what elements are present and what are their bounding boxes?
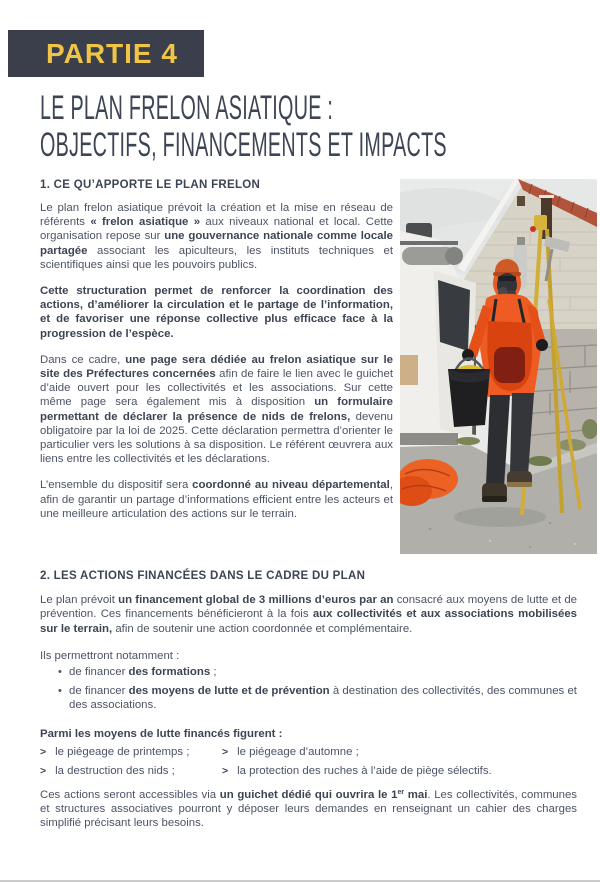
arrow-icon: > [40,745,47,758]
part-badge [8,30,204,77]
document-page [0,30,600,886]
page-title-line-2: OBJECTIFS, FINANCEMENTS ET IMPACTS [40,126,447,164]
page-edge-divider [0,880,600,882]
section-1-row [40,179,600,554]
arrow-icon: > [222,745,229,758]
list-item: > le piégeage de printemps ; [40,745,190,758]
list-item: > la protection des ruches à l’aide de piège sélectifs. [222,765,492,778]
list-item: > le piégeage d’automne ; [222,745,359,758]
attic-vent [517,196,525,206]
cardboard-box [400,355,418,385]
list-item: • de financer des moyens de lutte et de prévention à destination des collectivités, des communes et des associations. [58,685,577,712]
section-1-paragraph-4: L’ensemble du dispositif sera coordonné au niveau départemental, afin de garantir un partage d’informations efficient entre les acteurs et une meilleure articulation des actions sur le terrain. [40,479,393,520]
arrow-icon: > [40,765,47,778]
section-1-paragraph-2: Cette structuration permet de renforcer la coordination des actions, d’améliorer la circulation et le partage de l’information, et de favoriser une réponse collective plus efficace face à la progression de l’espèce. [40,285,393,340]
bullet-icon: • [58,665,62,678]
section-1-paragraph-1: Le plan frelon asiatique prévoit la création et la mise en réseau de référents « frelon asiatique » aux niveaux national et local. Cette organisation repose sur une gouvernance nationale comme locale partagée associant les apiculteurs, les instituts techniques et scientifiques ainsi que les pouvoirs publics. [40,202,393,271]
section-2-heading: 2. LES ACTIONS FINANCÉES DANS LE CADRE DU PLAN [40,570,366,582]
section-2 [40,570,577,831]
bullet-icon: • [58,685,62,698]
means-list [40,745,577,779]
glove [536,339,548,351]
photo-hornet-control-technician [400,179,597,554]
section-1-text-column [40,179,393,533]
weeds [456,437,480,445]
shadow [454,507,546,527]
arrow-icon: > [222,765,229,778]
section-1-heading: 1. CE QU’APPORTE LE PLAN FRELON [40,179,261,191]
page-title-line-1: LE PLAN FRELON ASIATIQUE : [40,89,334,127]
door-window [438,280,470,351]
means-list-intro: Parmi les moyens de lutte financés figurent : [40,727,283,740]
part-badge-label: PARTIE 4 [46,38,178,69]
section-1-paragraph-3: Dans ce cadre, une page sera dédiée au frelon asiatique sur le site des Préfectures concernées afin de faire le lien avec le guichet d’aide ouvert pour les collectivités et les associations. Sur cette même page sera également mis à disposition un formulaire permettant de déclarer la présence de nids de frelons, devenu obligatoire par la loi de 2025. Cette déclaration permettra d’orienter le particulier vers les solutions à sa disposition. Le référent œuvrera aux liens entre les collectivités et les déclarations. [40,353,394,466]
list-item: > la destruction des nids ; [40,765,175,778]
page-title [40,90,600,164]
section-2-paragraph-2: Ces actions seront accessibles via un guichet dédié qui ouvrira le 1er mai. Les collectivités, communes et structures associatives pourront y déposer leurs demandes en renseignant un cahier des charges simplifié précisant leurs besoins. [40,788,578,830]
section-2-paragraph-1: Le plan prévoit un financement global de 3 millions d’euros par an consacré aux moyens de lutte et de prévention. Ces financements bénéficieront à la fois aux collectivités et aux associations mobilisées sur le terrain, afin de soutenir une action coordonnée et complémentaire. [40,594,577,635]
financing-list [58,665,577,713]
photo-illustration [400,179,597,554]
list-item: • de financer des formations ; [58,665,217,678]
financing-list-intro: Ils permettront notamment : [40,650,180,663]
